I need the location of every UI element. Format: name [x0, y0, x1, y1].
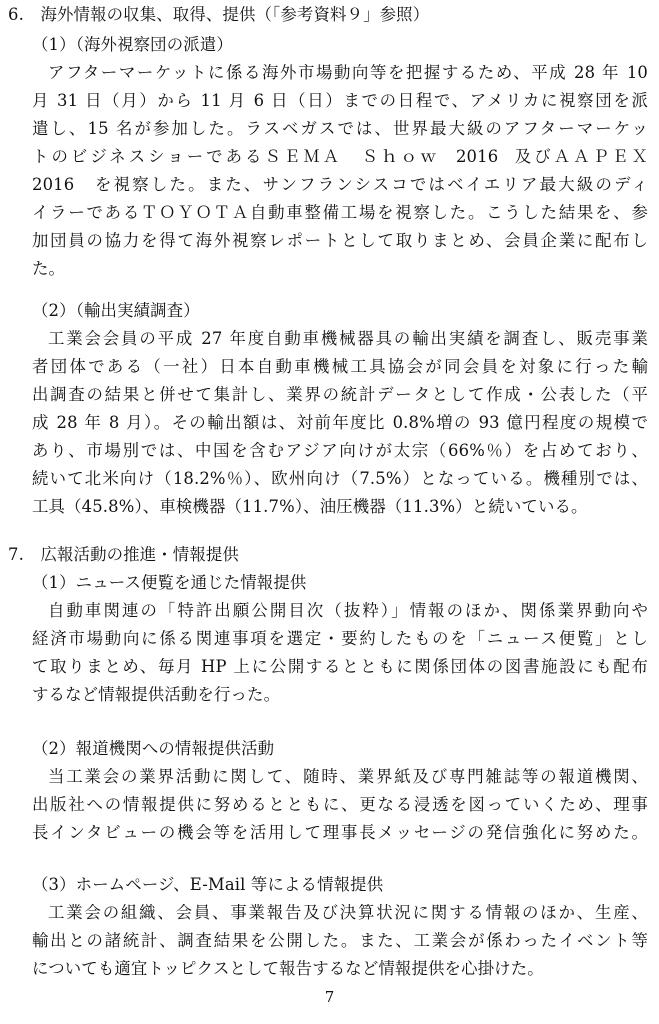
- page-number: 7: [324, 988, 335, 1006]
- section-7-heading: 7. 広報活動の推進・情報提供: [8, 545, 239, 564]
- paragraph-line: て取りまとめ、毎月 HP 上に公開するとともに関係団体の図書施設にも配布: [32, 657, 648, 676]
- section-6-heading: 6. 海外情報の収集、取得、提供（「参考資料９」参照）: [8, 5, 430, 24]
- subsection-6-2-heading: （2）（輸出実績調査）: [32, 301, 200, 320]
- paragraph-line: 当工業会の業界活動に関して、随時、業界紙及び専門雑誌等の報道機関、: [48, 767, 648, 786]
- paragraph-line: 自動車関連の「特許出願公開目次（抜粋）」情報のほか、関係業界動向や: [48, 601, 648, 620]
- paragraph-line: 工具（45.8%）、車検機器（11.7%）、油圧機器（11.3%）と続いている。: [32, 497, 588, 516]
- paragraph-line: トのビジネスショーであるＳＥＭＡ Ｓｈｏｗ 2016 及びＡＡＰＥＸ: [32, 147, 648, 166]
- paragraph-line: 輸出との諸統計、調査結果を公開した。また、工業会が係わったイベント等: [32, 931, 648, 950]
- subsection-7-3-heading: （3）ホームページ、E-Mail 等による情報提供: [32, 875, 384, 894]
- paragraph-line: アフターマーケットに係る海外市場動向等を把握するため、平成 28 年 10: [48, 63, 648, 82]
- paragraph-line: 出調査の結果と併せて集計し、業界の統計データとして作成・公表した（平: [32, 385, 648, 404]
- paragraph-line: 成 28 年 8 月）。その輸出額は、対前年度比 0.8%増の 93 億円程度の規模で: [32, 413, 648, 432]
- paragraph-line: 遣し、15 名が参加した。ラスベガスでは、世界最大級のアフターマーケッ: [32, 119, 648, 138]
- paragraph-line: についても適宜トッピクスとして報告するなど情報提供を心掛けた。: [32, 959, 544, 978]
- paragraph-line: 加団員の協力を得て海外視察レポートとして取りまとめ、会員企業に配布し: [32, 231, 648, 250]
- paragraph-line: 2016 を視察した。また、サンフランシスコではベイエリア最大級のディ: [32, 175, 648, 194]
- paragraph-line: するなど情報提供活動を行った。: [32, 685, 281, 704]
- paragraph-line: 続いて北米向け（18.2%％）、欧州向け（7.5%）となっている。機種別では、: [32, 469, 648, 488]
- paragraph-line: 工業会会員の平成 27 年度自動車機械器具の輸出実績を調査し、販売事業: [48, 329, 648, 348]
- paragraph-line: 長インタビューの機会等を活用して理事長メッセージの発信強化に努めた。: [32, 823, 648, 842]
- paragraph-line: 者団体である（一社）日本自動車機械工具協会が同会員を対象に行った輸: [32, 357, 648, 376]
- subsection-7-2-heading: （2）報道機関への情報提供活動: [32, 739, 275, 758]
- subsection-6-1-heading: （1）（海外視察団の派遣）: [32, 35, 233, 54]
- paragraph-line: 経済市場動向に係る関連事項を選定・要約したものを「ニュース便覧」とし: [32, 629, 648, 648]
- paragraph-line: 工業会の組織、会員、事業報告及び決算状況に関する情報のほか、生産、: [48, 903, 648, 922]
- paragraph-line: イラーであるＴＯＹＯＴＡ自動車整備工場を視察した。こうした結果を、参: [32, 203, 648, 222]
- paragraph-line: あり、市場別では、中国を含むアジア向けが太宗（66%％）を占めており、: [32, 441, 648, 460]
- paragraph-line: 出版社への情報提供に努めるとともに、更なる浸透を図っていくため、理事: [32, 795, 648, 814]
- paragraph-line: た。: [32, 259, 66, 278]
- subsection-7-1-heading: （1）ニュース便覧を通じた情報提供: [32, 573, 307, 592]
- paragraph-line: 月 31 日（月）から 11 月 6 日（日）までの日程で、アメリカに視察団を派: [32, 91, 648, 110]
